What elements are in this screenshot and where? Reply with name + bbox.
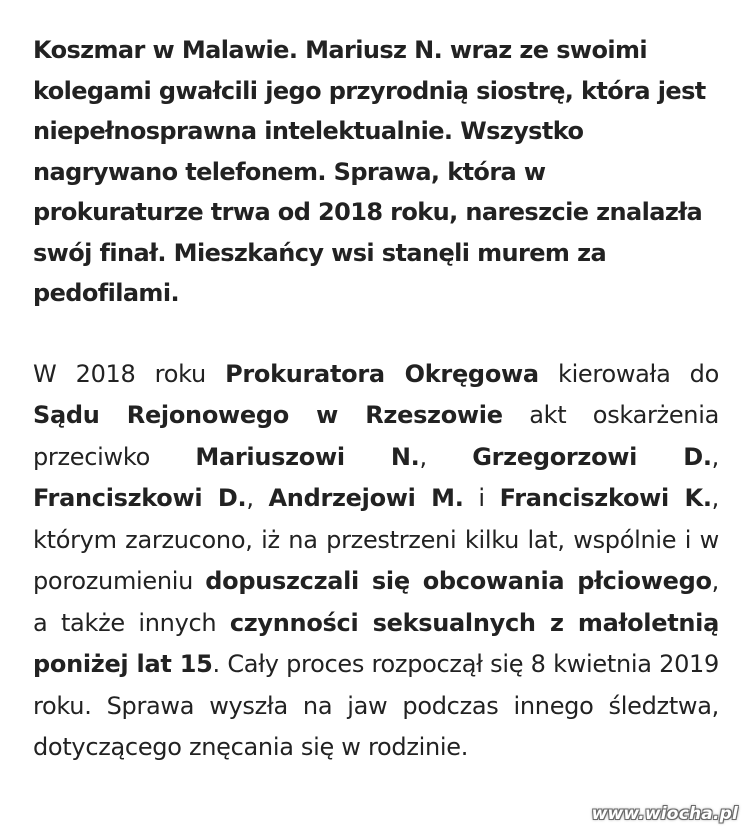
body-bold-defendant: Franciszkowi K. bbox=[499, 484, 712, 512]
body-bold-prosecutor: Prokuratora Okręgowa bbox=[225, 359, 539, 388]
article-body bbox=[33, 354, 719, 769]
body-text: , bbox=[419, 442, 473, 471]
body-bold-defendant: Mariuszowi N. bbox=[195, 442, 420, 471]
body-text: , a także innych bbox=[33, 567, 719, 637]
body-text: , którym zarzucono, iż na przestrzeni kilku lat, wspólnie i w porozumieniu bbox=[33, 484, 719, 595]
body-text: . Cały proces rozpoczął się 8 kwietnia 2019 roku. Sprawa wyszła na jaw podczas innego śledztwa, dotyczącego znęcania się w rodzinie. bbox=[33, 650, 719, 761]
body-text: , bbox=[246, 484, 269, 512]
body-bold-defendant: Andrzejowi M. bbox=[268, 484, 464, 512]
article-lead: Koszmar w Malawie. Mariusz N. wraz ze swoimi kolegami gwałcili jego przyrodnią siostrę, która jest niepełnosprawna intelektualnie. Wszystko nagrywano telefonem. Sprawa, która w prokuraturze trwa od 2018 roku, nareszcie znalazła swój finał. Mieszkańcy wsi stanęli murem za pedofilami. bbox=[33, 36, 706, 307]
body-bold-defendant: Grzegorzowi D. bbox=[472, 442, 712, 471]
body-text: kierowała do bbox=[538, 359, 719, 388]
body-bold-court: Sądu Rejonowego w Rzeszowie bbox=[33, 401, 503, 429]
body-text: , bbox=[711, 442, 719, 471]
article bbox=[33, 30, 719, 769]
body-bold-charge: czynności seksualnych z małoletnią poniżej lat 15 bbox=[33, 608, 719, 678]
body-bold-charge: dopuszczali się obcowania płciowego bbox=[205, 567, 712, 595]
body-text: i bbox=[463, 484, 500, 512]
body-text: W 2018 roku bbox=[33, 359, 226, 388]
watermark: www.wiocha.pl bbox=[591, 804, 738, 824]
body-text: akt oskarżenia przeciwko bbox=[33, 401, 719, 471]
body-bold-defendant: Franciszkowi D. bbox=[33, 484, 247, 512]
